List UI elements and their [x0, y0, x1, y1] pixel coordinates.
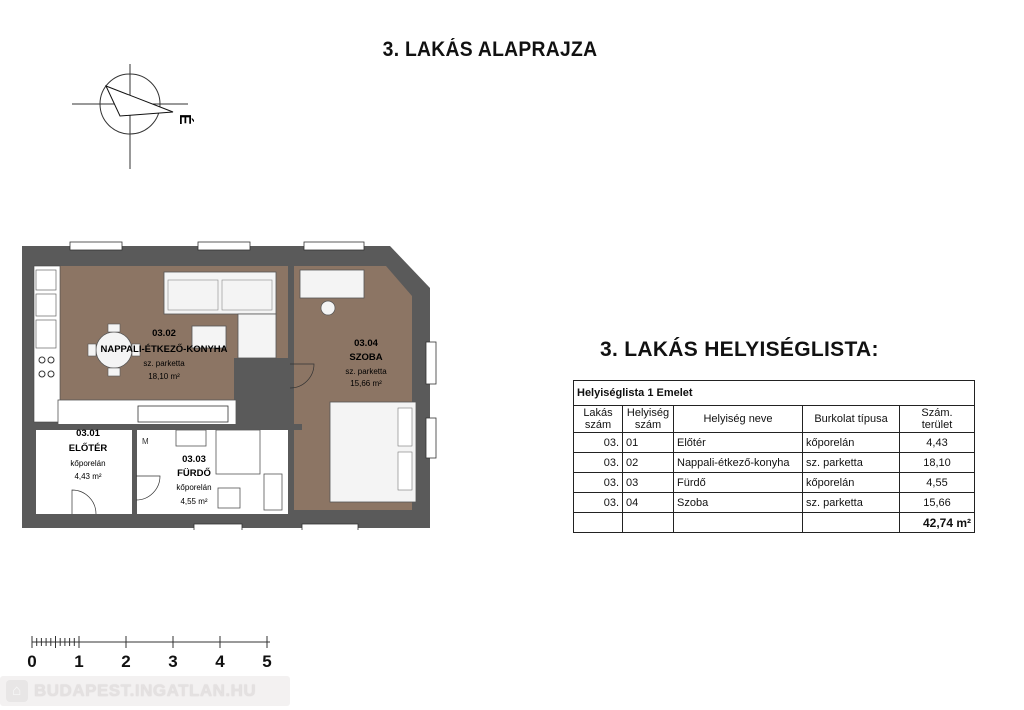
table-header-row	[574, 406, 975, 433]
room-list-table	[573, 380, 975, 533]
header-cell: Helyiség neve	[674, 406, 803, 433]
window	[304, 242, 364, 250]
header-cell: Burkolat típusa	[803, 406, 900, 433]
cell-room-name: Nappali-étkező-konyha	[674, 453, 803, 473]
watermark-text: BUDAPEST.INGATLAN.HU	[34, 681, 257, 700]
window	[198, 242, 250, 250]
room-label-area: 18,10 m²	[148, 372, 180, 381]
cell-area: 4,43	[900, 433, 975, 453]
floor-plan	[18, 240, 448, 530]
scale-label: 1	[74, 652, 84, 671]
table-title: Helyiséglista 1 Emelet	[574, 381, 975, 406]
scale-bar	[28, 634, 278, 650]
header-cell: Szám. terület	[900, 406, 975, 433]
room-label-name: FÜRDŐ	[177, 468, 211, 479]
cell-apartment: 03.	[574, 433, 623, 453]
cell-finish: sz. parketta	[803, 453, 900, 473]
room-label-finish: kőporelán	[176, 483, 212, 492]
cell-apartment: 03.	[574, 453, 623, 473]
window	[70, 242, 122, 250]
cell-room-name: Előtér	[674, 433, 803, 453]
watermark	[0, 676, 290, 706]
scale-label: 5	[262, 652, 272, 671]
cell-room-name: Szoba	[674, 493, 803, 513]
compass-north-label: É	[176, 114, 193, 125]
room-label-finish: kőporelán	[70, 459, 106, 468]
scale-label: 3	[168, 652, 178, 671]
room-label-finish: sz. parketta	[143, 359, 185, 368]
shower	[216, 430, 260, 474]
room-label-id: 03.03	[182, 454, 206, 465]
cell-room-number: 04	[623, 493, 674, 513]
room-label-finish: sz. parketta	[345, 367, 387, 376]
bath-label-m: M	[142, 437, 149, 446]
table-row	[574, 473, 975, 493]
desk	[300, 270, 364, 298]
compass-icon	[68, 64, 208, 174]
room-label-name: SZOBA	[349, 352, 383, 363]
hall-tile-floor	[36, 428, 132, 514]
house-logo-icon: ⌂	[6, 680, 28, 702]
cell-apartment: 03.	[574, 473, 623, 493]
cell-area: 18,10	[900, 453, 975, 473]
table-total-row	[574, 513, 975, 533]
total-area: 42,74 m²	[900, 513, 975, 533]
cell-area: 4,55	[900, 473, 975, 493]
window	[426, 418, 436, 458]
page-title: 3. LAKÁS ALAPRAJZA	[382, 38, 598, 61]
cell-room-number: 02	[623, 453, 674, 473]
cell-room-name: Fürdő	[674, 473, 803, 493]
scale-label: 0	[27, 652, 37, 671]
scale-label: 4	[215, 652, 225, 671]
cell-area: 15,66	[900, 493, 975, 513]
cell-room-number: 03	[623, 473, 674, 493]
room-label-name: NAPPALI-ÉTKEZŐ-KONYHA	[100, 344, 228, 355]
room-label-id: 03.02	[152, 328, 176, 339]
header-cell: Helyiség szám	[623, 406, 674, 433]
table-row	[574, 433, 975, 453]
room-label-name: ELŐTÉR	[68, 443, 108, 454]
cell-room-number: 01	[623, 433, 674, 453]
room-label-area: 4,55 m²	[180, 497, 208, 506]
window	[302, 524, 358, 530]
cell-finish: kőporelán	[803, 433, 900, 453]
cell-apartment: 03.	[574, 493, 623, 513]
room-label-id: 03.04	[354, 338, 378, 349]
window	[194, 524, 242, 530]
table-row	[574, 453, 975, 473]
cell-finish: kőporelán	[803, 473, 900, 493]
table-row	[574, 493, 975, 513]
window	[426, 342, 436, 384]
cell-finish: sz. parketta	[803, 493, 900, 513]
header-cell: Lakás szám	[574, 406, 623, 433]
room-label-id: 03.01	[76, 428, 100, 439]
sofa	[164, 272, 276, 314]
room-label-area: 15,66 m²	[350, 379, 382, 388]
scale-label: 2	[121, 652, 131, 671]
room-label-area: 4,43 m²	[74, 472, 102, 481]
room-list-title: 3. LAKÁS HELYISÉGLISTA:	[600, 338, 879, 361]
